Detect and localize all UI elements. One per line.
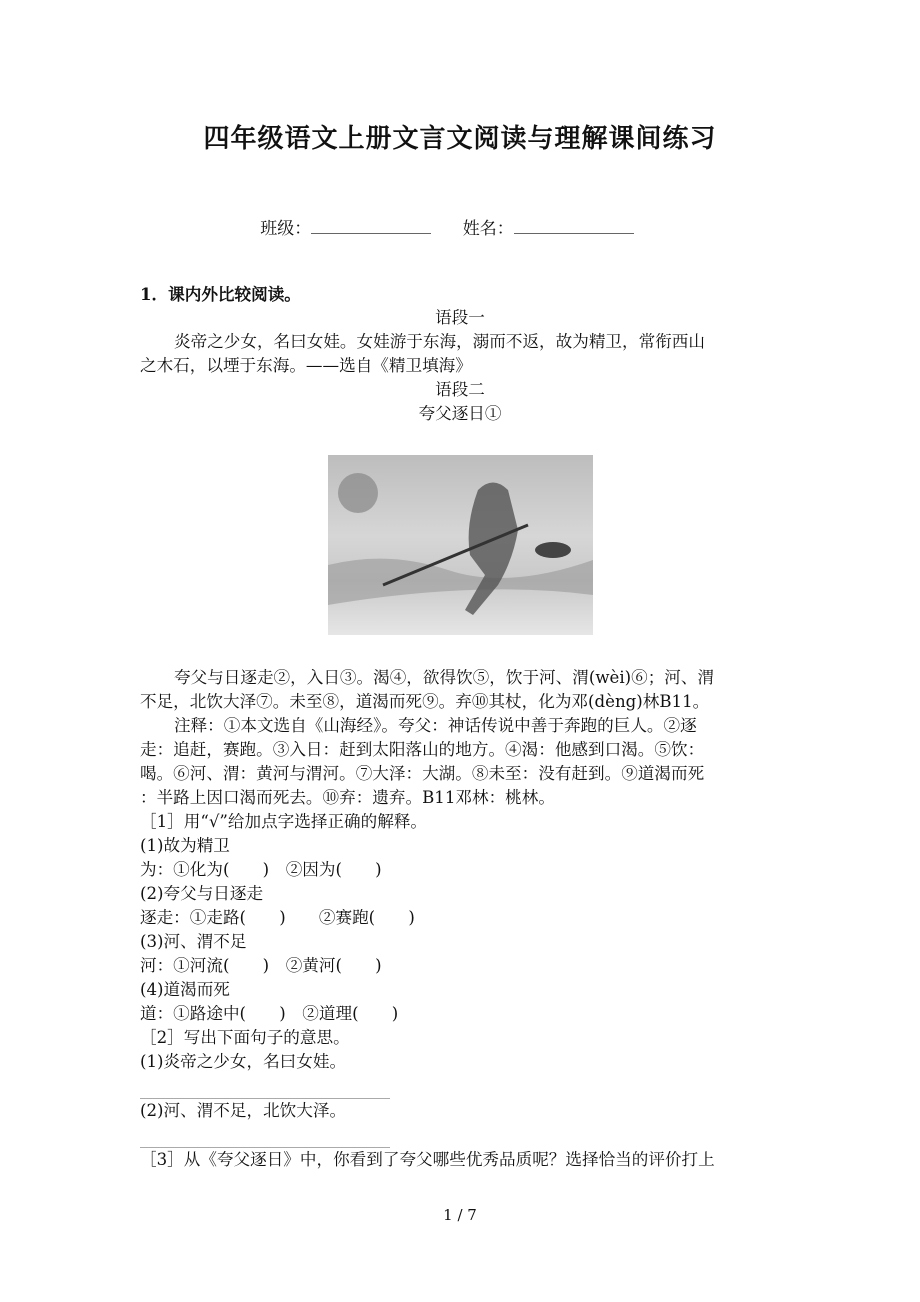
sub1-prompt: ［1］用“√”给加点字选择正确的解释。 [140,812,428,831]
name-blank[interactable] [514,219,634,234]
student-info [0,214,920,239]
passage-1 [140,306,780,426]
passage-1-line: 炎帝之少女，名曰女娃。女娃游于东海，溺而不返，故为精卫，常衔西山 [174,332,705,351]
answer-line[interactable] [140,1123,390,1148]
answer-line[interactable] [140,1074,390,1099]
sub1-phrase: (4)道渴而死 [140,980,230,999]
sub1-options[interactable]: 逐走：①走路( ) ②赛跑( ) [140,908,415,927]
passage-2 [140,666,780,1172]
page-number: 1 / 7 [443,1206,477,1224]
passage-1-line: 之木石，以堙于东海。——选自《精卫填海》 [140,356,472,375]
sub3-prompt: ［3］从《夸父逐日》中，你看到了夸父哪些优秀品质呢？选择恰当的评价打上 [140,1150,715,1169]
sub1-phrase: (3)河、渭不足 [140,932,247,951]
notes-line: 走：追赶，赛跑。③入日：赶到太阳落山的地方。④渴：他感到口渴。⑤饮： [140,740,705,759]
notes-line: 喝。⑥河、渭：黄河与渭河。⑦大泽：大湖。⑧未至：没有赶到。⑨道渴而死 [140,764,705,783]
sub1-options[interactable]: 河：①河流( ) ②黄河( ) [140,956,382,975]
sub2-item: (1)炎帝之少女，名曰女娃。 [140,1052,347,1071]
name-label: 姓名： [462,219,514,239]
sub2-prompt: ［2］写出下面句子的意思。 [140,1028,350,1047]
kuafu-illustration [328,455,593,635]
sub1-phrase: (2)夸父与日逐走 [140,884,264,903]
sub1-options[interactable]: 道：①路途中( ) ②道理( ) [140,1004,399,1023]
passage-2-label: 语段二 [435,380,485,399]
sub1-phrase: (1)故为精卫 [140,836,230,855]
page-title: 四年级语文上册文言文阅读与理解课间练习 [203,124,717,154]
passage-2-title: 夸父逐日① [418,404,502,423]
question-1-heading: 1．课内外比较阅读。 [140,284,301,304]
class-label: 班级： [260,219,312,239]
passage-2-line: 夸父与日逐走②，入日③。渴④，欲得饮⑤，饮于河、渭(wèi)⑥；河、渭 [174,668,715,687]
sub1-options[interactable]: 为：①化为( ) ②因为( ) [140,860,382,879]
notes-line: ：半路上因口渴而死去。⑩弃：遗弃。B11邓林：桃林。 [140,788,555,807]
passage-2-line: 不足，北饮大泽⑦。未至⑧，道渴而死⑨。弃⑩其杖，化为邓(dèng)林B11。 [140,692,710,711]
notes-line: 注释：①本文选自《山海经》。夸父：神话传说中善于奔跑的巨人。②逐 [174,716,697,735]
passage-1-label: 语段一 [435,308,485,327]
sub2-item: (2)河、渭不足，北饮大泽。 [140,1101,347,1120]
class-blank[interactable] [311,219,431,234]
